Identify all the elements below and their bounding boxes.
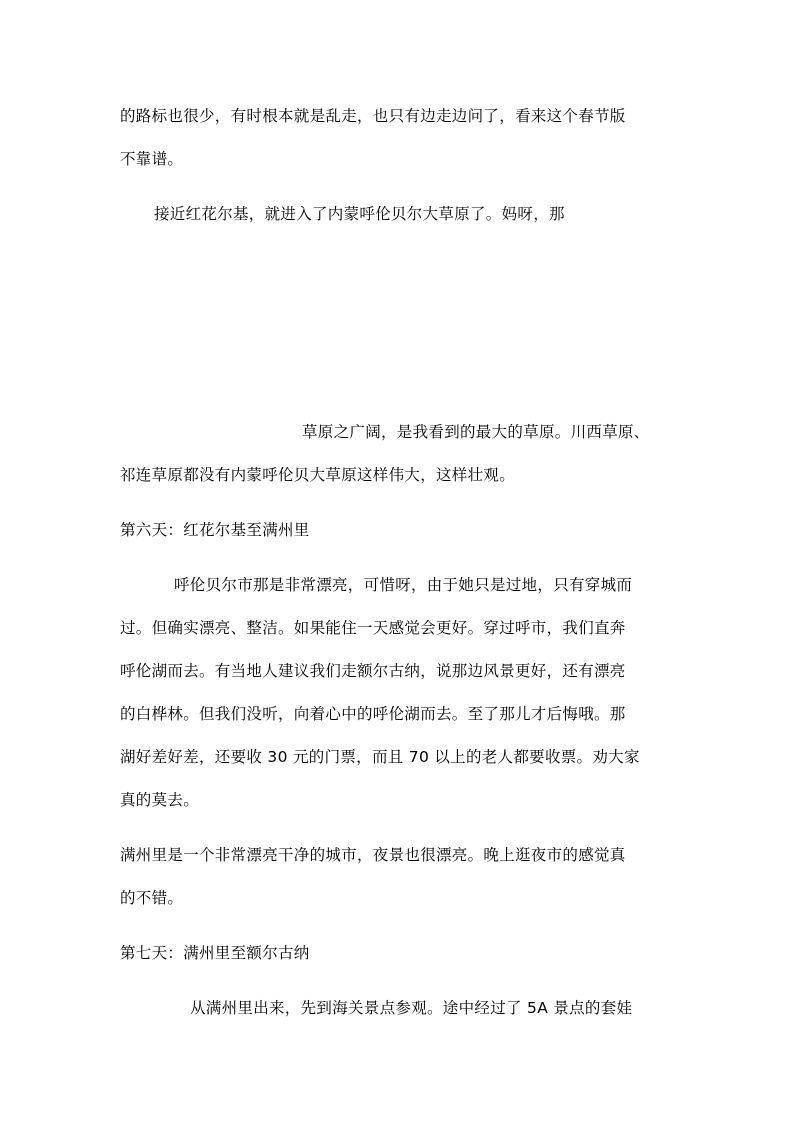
section-heading: 第七天：满州里至额尔古纳 xyxy=(120,944,310,962)
text-line: 的不错。 xyxy=(120,889,184,907)
section-heading: 第六天：红花尔基至满州里 xyxy=(120,521,310,539)
text-line: 真的莫去。 xyxy=(120,791,200,809)
text-line: 祁连草原都没有内蒙呼伦贝大草原这样伟大，这样壮观。 xyxy=(120,466,516,484)
text-line: 呼伦贝尔市那是非常漂亮，可惜呀，由于她只是过地，只有穿城而 xyxy=(174,576,633,594)
text-line: 过。但确实漂亮、整洁。如果能住一天感觉会更好。穿过呼市，我们直奔 xyxy=(120,619,626,637)
text-line: 满州里是一个非常漂亮干净的城市，夜景也很漂亮。晚上逛夜市的感觉真 xyxy=(120,846,626,864)
text-line: 从满州里出来，先到海关景点参观。途中经过了 5A 景点的套娃 xyxy=(190,999,633,1017)
text-line: 湖好差好差，还要收 30 元的门票，而且 70 以上的老人都要收票。劝大家 xyxy=(120,748,640,766)
text-line: 不靠谱。 xyxy=(120,150,184,168)
text-line: 呼伦湖而去。有当地人建议我们走额尔古纳，说那边风景更好，还有漂亮 xyxy=(120,662,626,680)
text-line: 的路标也很少，有时根本就是乱走，也只有边走边问了，看来这个春节版 xyxy=(120,107,626,125)
text-line: 的白桦林。但我们没听，向着心中的呼伦湖而去。至了那儿才后悔哦。那 xyxy=(120,705,626,723)
text-line: 接近红花尔基，就进入了内蒙呼伦贝尔大草原了。妈呀，那 xyxy=(154,205,565,223)
text-line: 草原之广阔，是我看到的最大的草原。川西草原、 xyxy=(302,423,650,441)
